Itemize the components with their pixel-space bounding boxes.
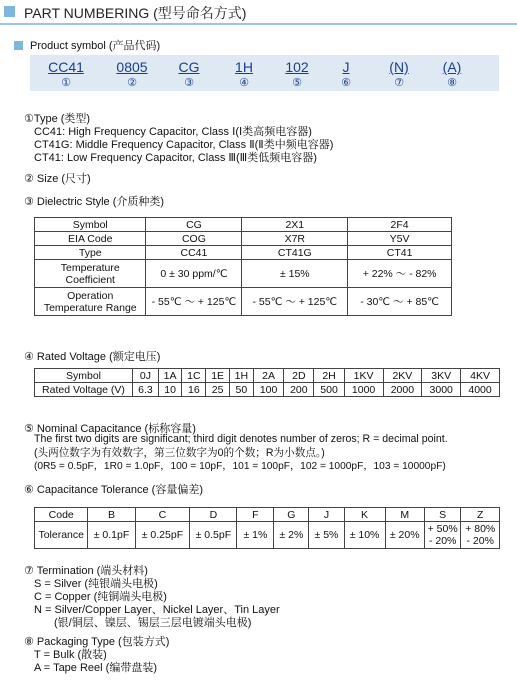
tolerance-cell: ± 10% bbox=[344, 522, 385, 549]
pn-index: ④ bbox=[239, 77, 249, 89]
tolerance-cell: ± 2% bbox=[274, 522, 309, 549]
tolerance-cell: ± 20% bbox=[385, 522, 424, 549]
type-line: CT41: Low Frequency Capacitor, Class Ⅲ(Ⅲ类低频电容器) bbox=[34, 152, 317, 164]
title-square-icon bbox=[4, 6, 15, 17]
voltage-cell: 1E bbox=[206, 369, 229, 383]
tolerance-cell: F bbox=[237, 508, 274, 522]
dielectric-cell: CT41G bbox=[242, 246, 348, 260]
table-row bbox=[35, 246, 452, 260]
tolerance-cell: ± 5% bbox=[309, 522, 344, 549]
capacitance-line: (0R5 = 0.5pF，1R0 = 1.0pF，100 = 10pF，101 = 100pF，102 = 1000pF，103 = 10000pF) bbox=[34, 461, 446, 472]
pn-code: CC41 bbox=[48, 59, 84, 75]
type-heading: ①Type (类型) bbox=[24, 113, 91, 125]
voltage-cell: 4000 bbox=[461, 383, 500, 397]
table-row bbox=[35, 369, 500, 383]
tolerance-cell: K bbox=[344, 508, 385, 522]
voltage-cell: 25 bbox=[206, 383, 229, 397]
dielectric-cell: ± 15% bbox=[242, 260, 348, 288]
dielectric-cell: - 55℃ ～ + 125℃ bbox=[146, 288, 242, 316]
dielectric-cell: Symbol bbox=[35, 218, 146, 232]
termination-line: N = Silver/Copper Layer、Nickel Layer、Tin Layer bbox=[34, 604, 280, 616]
voltage-cell: 200 bbox=[284, 383, 314, 397]
voltage-cell: 2KV bbox=[383, 369, 422, 383]
voltage-row-label: Symbol bbox=[35, 369, 133, 383]
page-title: PART NUMBERING (型号命名方式) bbox=[24, 5, 247, 21]
tolerance-cell: + 80% - 20% bbox=[461, 522, 500, 549]
pn-code: CG bbox=[178, 59, 200, 75]
capacitance-line: The first two digits are significant; third digit denotes number of zeros; R = decimal point. bbox=[34, 433, 448, 445]
pn-index: ⑧ bbox=[447, 77, 457, 89]
tolerance-cell: J bbox=[309, 508, 344, 522]
termination-heading: ⑦ Termination (端头材料) bbox=[24, 565, 148, 577]
voltage-cell: 1A bbox=[158, 369, 181, 383]
voltage-cell: 2H bbox=[314, 369, 344, 383]
tolerance-heading: ⑥ Capacitance Tolerance (容量偏差) bbox=[24, 484, 204, 496]
type-line: CT41G: Middle Frequency Capacitor, Class Ⅱ(Ⅱ类中频电容器) bbox=[34, 139, 334, 151]
tolerance-cell: S bbox=[424, 508, 461, 522]
type-line: CC41: High Frequency Capacitor, Class Ⅰ(Ⅰ类高频电容器) bbox=[34, 126, 312, 138]
title-bar bbox=[0, 2, 517, 22]
voltage-cell: 50 bbox=[229, 383, 253, 397]
product-symbol-heading bbox=[14, 37, 160, 53]
dielectric-cell: Temperature Coefficient bbox=[35, 260, 146, 288]
dielectric-heading: ③ Dielectric Style (介质种类) bbox=[24, 196, 165, 208]
dielectric-cell: EIA Code bbox=[35, 232, 146, 246]
dielectric-cell: - 55℃ ～ + 125℃ bbox=[242, 288, 348, 316]
table-row bbox=[35, 508, 500, 522]
tolerance-cell: D bbox=[190, 508, 237, 522]
pn-code: (A) bbox=[442, 59, 462, 75]
voltage-cell: 3KV bbox=[422, 369, 461, 383]
voltage-cell: 1C bbox=[182, 369, 206, 383]
tolerance-cell: ± 0.1pF bbox=[88, 522, 135, 549]
voltage-cell: 3000 bbox=[422, 383, 461, 397]
title-underline bbox=[0, 23, 517, 25]
pn-index: ⑥ bbox=[341, 77, 351, 89]
capacitance-line: (头两位数字为有效数字，第三位数字为0的个数；R为小数点。) bbox=[34, 447, 325, 459]
voltage-heading: ④ Rated Voltage (额定电压) bbox=[24, 351, 161, 363]
termination-line: (银/铜层、镍层、锡层三层电镀端头电极) bbox=[54, 617, 252, 629]
tolerance-cell: G bbox=[274, 508, 309, 522]
dielectric-table bbox=[34, 217, 452, 316]
pn-code: 0805 bbox=[116, 59, 148, 75]
dielectric-cell: CG bbox=[146, 218, 242, 232]
dielectric-cell: Type bbox=[35, 246, 146, 260]
dielectric-cell: Operation Temperature Range bbox=[35, 288, 146, 316]
tolerance-cell: M bbox=[385, 508, 424, 522]
tolerance-row-label: Tolerance bbox=[35, 522, 88, 549]
tolerance-cell: B bbox=[88, 508, 135, 522]
tolerance-cell: C bbox=[135, 508, 190, 522]
product-symbol-label: Product symbol (产品代码) bbox=[30, 40, 161, 52]
voltage-cell: 4KV bbox=[461, 369, 500, 383]
voltage-table bbox=[34, 368, 500, 397]
bullet-square-icon bbox=[14, 41, 23, 50]
dielectric-cell: COG bbox=[146, 232, 242, 246]
dielectric-cell: 0 ± 30 ppm/℃ bbox=[146, 260, 242, 288]
voltage-cell: 1KV bbox=[344, 369, 383, 383]
size-heading: ② Size (尺寸) bbox=[24, 173, 91, 185]
voltage-cell: 16 bbox=[182, 383, 206, 397]
voltage-cell: 1H bbox=[229, 369, 253, 383]
termination-line: C = Copper (纯铜端头电极) bbox=[34, 591, 167, 603]
pn-index: ② bbox=[127, 77, 137, 89]
pn-code: J bbox=[342, 59, 350, 75]
dielectric-cell: 2F4 bbox=[348, 218, 452, 232]
pn-index: ⑦ bbox=[394, 77, 404, 89]
voltage-cell: 2000 bbox=[383, 383, 422, 397]
dielectric-cell: X7R bbox=[242, 232, 348, 246]
termination-line: S = Silver (纯银端头电极) bbox=[34, 578, 158, 590]
pn-index: ③ bbox=[184, 77, 194, 89]
table-row bbox=[35, 288, 452, 316]
pn-code: (N) bbox=[389, 59, 409, 75]
pn-code: 1H bbox=[235, 59, 253, 75]
dielectric-cell: CT41 bbox=[348, 246, 452, 260]
table-row bbox=[35, 232, 452, 246]
tolerance-cell: Z bbox=[461, 508, 500, 522]
packaging-line: T = Bulk (散装) bbox=[34, 649, 107, 661]
voltage-cell: 2D bbox=[284, 369, 314, 383]
dielectric-cell: - 30℃ ～ + 85℃ bbox=[348, 288, 452, 316]
table-row bbox=[35, 522, 500, 549]
pn-index: ⑤ bbox=[292, 77, 302, 89]
voltage-cell: 2A bbox=[253, 369, 283, 383]
voltage-cell: 500 bbox=[314, 383, 344, 397]
voltage-cell: 100 bbox=[253, 383, 283, 397]
tolerance-cell: ± 1% bbox=[237, 522, 274, 549]
voltage-cell: 0J bbox=[133, 369, 159, 383]
pn-code: 102 bbox=[285, 59, 309, 75]
voltage-row-label: Rated Voltage (V) bbox=[35, 383, 133, 397]
packaging-line: A = Tape Reel (编带盘装) bbox=[34, 662, 157, 674]
voltage-cell: 1000 bbox=[344, 383, 383, 397]
tolerance-table bbox=[34, 507, 500, 549]
table-row bbox=[35, 383, 500, 397]
table-row bbox=[35, 260, 452, 288]
tolerance-cell: + 50% - 20% bbox=[424, 522, 461, 549]
capacitance-heading: ⑤ Nominal Capacitance (标称容量) bbox=[24, 423, 196, 435]
tolerance-cell: ± 0.5pF bbox=[190, 522, 237, 549]
voltage-cell: 10 bbox=[158, 383, 181, 397]
pn-index: ① bbox=[61, 77, 71, 89]
table-row bbox=[35, 218, 452, 232]
dielectric-cell: 2X1 bbox=[242, 218, 348, 232]
part-number-box bbox=[30, 55, 499, 91]
dielectric-cell: CC41 bbox=[146, 246, 242, 260]
dielectric-cell: Y5V bbox=[348, 232, 452, 246]
tolerance-cell: ± 0.25pF bbox=[135, 522, 190, 549]
tolerance-row-label: Code bbox=[35, 508, 88, 522]
packaging-heading: ⑧ Packaging Type (包装方式) bbox=[24, 636, 170, 648]
voltage-cell: 6.3 bbox=[133, 383, 159, 397]
dielectric-cell: + 22% ～ - 82% bbox=[348, 260, 452, 288]
